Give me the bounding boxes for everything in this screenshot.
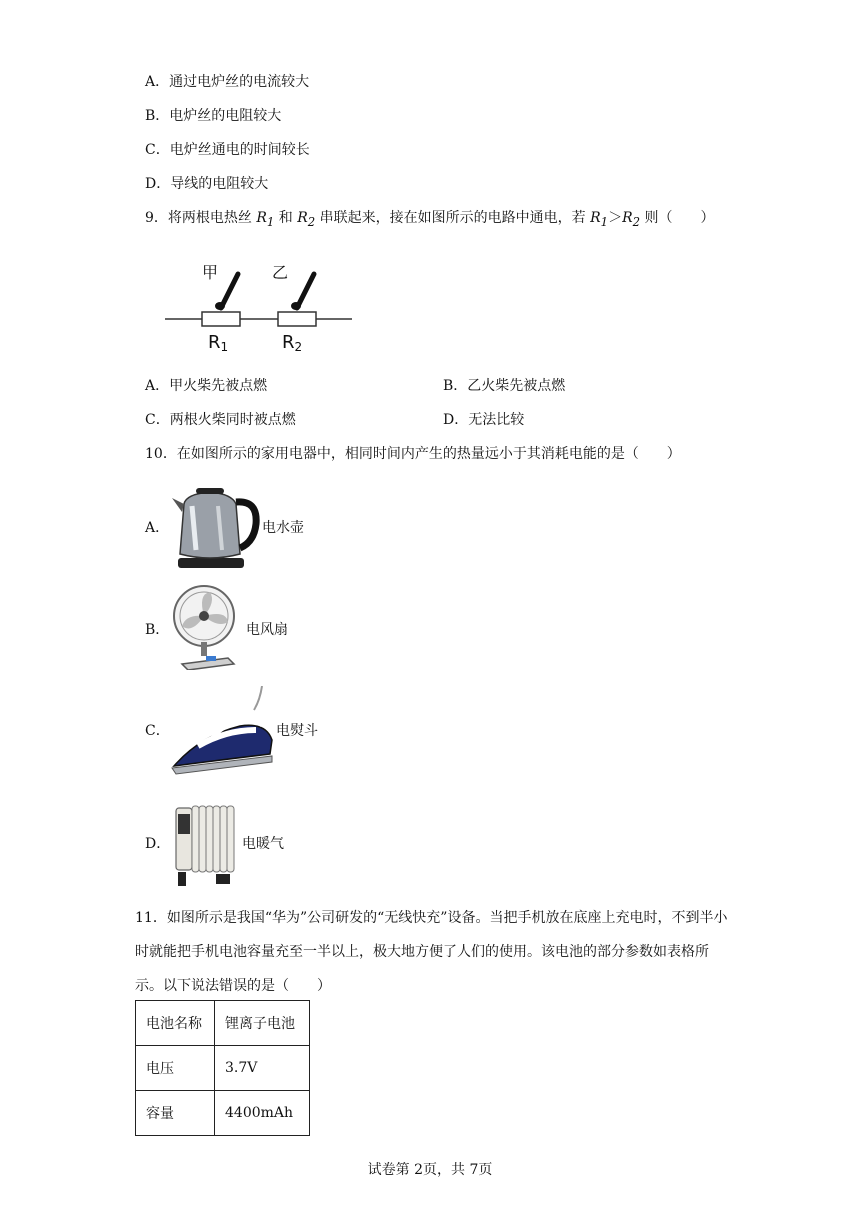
- q10-option-d-letter: D．: [145, 836, 171, 852]
- table-cell-value: 3.7V: [215, 1046, 310, 1091]
- q10-option-b-letter: B．: [145, 622, 170, 638]
- q9-option-a: [145, 376, 267, 396]
- table-row: [136, 1001, 310, 1046]
- stem-text: 9．将两根电热丝: [145, 210, 257, 226]
- option-text: 乙火柴先被点燃: [467, 378, 566, 394]
- oil-heater-icon: [170, 796, 242, 888]
- table-cell-key: 容量: [136, 1091, 215, 1136]
- q10-option-b-text: 电风扇: [246, 622, 288, 638]
- resistor-r1: [202, 312, 240, 326]
- stem-text: 则（ ）: [640, 210, 715, 226]
- option-letter: D．: [443, 412, 469, 428]
- var-sub: 1: [600, 214, 609, 229]
- page-footer: 试卷第 2页，共 7页: [367, 1162, 493, 1178]
- option-text: 导线的电阻较大: [170, 176, 269, 192]
- circuit-figure: [160, 258, 360, 358]
- q8-option-d: [145, 174, 268, 194]
- q10-option-c-text: 电熨斗: [276, 723, 318, 739]
- q9-option-d: [443, 410, 524, 430]
- svg-text:R2: [282, 332, 302, 354]
- option-text: 电炉丝的电阻较大: [169, 108, 282, 124]
- option-letter: A．: [145, 378, 170, 394]
- electric-iron-icon: [170, 686, 278, 776]
- label-jia: 甲: [202, 263, 219, 282]
- var-r: R: [297, 210, 308, 226]
- option-letter: B．: [145, 108, 170, 124]
- option-text: 两根火柴同时被点燃: [169, 412, 296, 428]
- label-r2: R: [282, 332, 295, 353]
- electric-fan-icon: [168, 584, 246, 670]
- option-letter: D．: [145, 176, 171, 192]
- stem-text: 和: [274, 210, 298, 226]
- q10-option-a-letter: A．: [145, 520, 170, 536]
- q8-option-b: [145, 106, 281, 126]
- option-text: 甲火柴先被点燃: [169, 378, 268, 394]
- var-sub: 2: [632, 214, 641, 229]
- var-sub: 2: [307, 214, 316, 229]
- option-text: 电炉丝通电的时间较长: [169, 142, 310, 158]
- svg-text:R1: [208, 332, 228, 354]
- option-letter: C．: [145, 142, 170, 158]
- table-cell-key: 电池名称: [136, 1001, 215, 1046]
- kettle-base: [178, 558, 244, 568]
- stem-text: 串联起来，接在如图所示的电路中通电，若: [315, 210, 591, 226]
- label-r1-sub: 1: [220, 340, 229, 354]
- q10-stem: 10．在如图所示的家用电器中，相同时间内产生的热量远小于其消耗电能的是（ ）: [145, 446, 681, 462]
- resistor-r2: [278, 312, 316, 326]
- match-yi-icon: [297, 274, 314, 308]
- q10-option-d-text: 电暖气: [242, 836, 284, 852]
- label-r2-sub: 2: [294, 340, 303, 354]
- table-cell-value: 4400mAh: [215, 1091, 310, 1136]
- table-row: [136, 1046, 310, 1091]
- table-cell-value: 锂离子电池: [215, 1001, 310, 1046]
- gt-symbol: ＞: [608, 210, 623, 226]
- option-letter: B．: [443, 378, 468, 394]
- q11-stem: 11．如图所示是我国“华为”公司研发的“无线快充”设备。当把手机放在底座上充电时，不到半小时就能把手机电池容量充至一半以上，极大地方便了人们的使用。该电池的部分参数如表格所示。以下说法错误的是（ ）: [135, 910, 728, 994]
- q10-option-c-letter: C．: [145, 723, 170, 739]
- table-row: [136, 1091, 310, 1136]
- q8-option-a: [145, 72, 309, 92]
- label-yi: 乙: [272, 263, 289, 282]
- battery-params-table: [135, 1000, 310, 1136]
- label-r1: R: [208, 332, 221, 353]
- var-r: R: [256, 210, 267, 226]
- option-text: 通过电炉丝的电流较大: [169, 74, 310, 90]
- match-head-icon: [215, 302, 225, 310]
- var-r: R: [622, 210, 633, 226]
- q10-option-a-text: 电水壶: [262, 520, 304, 536]
- option-letter: C．: [145, 412, 170, 428]
- option-letter: A．: [145, 74, 170, 90]
- var-sub: 1: [266, 214, 275, 229]
- option-text: 无法比较: [468, 412, 525, 428]
- var-r: R: [590, 210, 601, 226]
- q9-option-c: [145, 410, 296, 430]
- q8-option-c: [145, 140, 310, 160]
- table-cell-key: 电压: [136, 1046, 215, 1091]
- match-head-icon: [291, 302, 301, 310]
- electric-kettle-icon: [170, 482, 262, 570]
- q9-option-b: [443, 376, 565, 396]
- match-jia-icon: [221, 274, 238, 308]
- q9-stem: [145, 208, 715, 232]
